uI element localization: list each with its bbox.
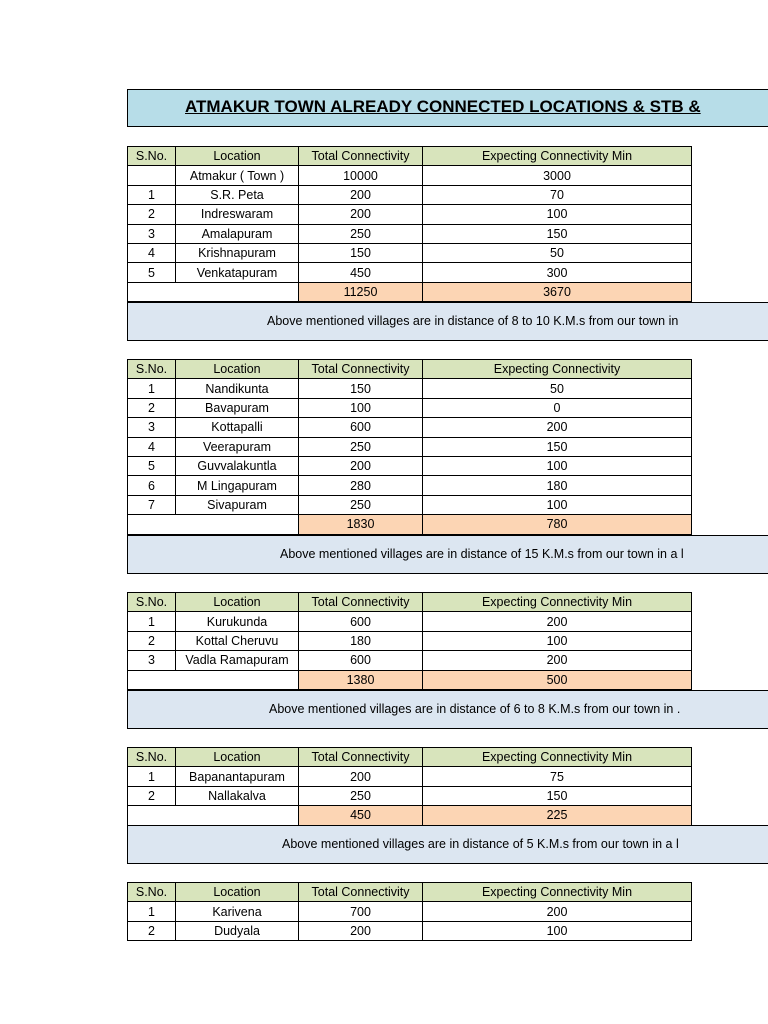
data-table-4 <box>127 747 692 826</box>
cell-total-connectivity: 200 <box>299 456 423 475</box>
cell-sno: 3 <box>128 418 176 437</box>
table-row <box>128 767 692 786</box>
cell-expecting-connectivity: 200 <box>423 418 692 437</box>
table-header-row <box>128 748 692 767</box>
table-row <box>128 224 692 243</box>
cell-total-connectivity: 200 <box>299 921 423 940</box>
table-header-row <box>128 360 692 379</box>
cell-sno: 7 <box>128 495 176 514</box>
header-location: Location <box>176 748 299 767</box>
cell-location: Krishnapuram <box>176 243 299 262</box>
cell-sno: 5 <box>128 456 176 475</box>
cell-expecting-connectivity: 75 <box>423 767 692 786</box>
cell-expecting-connectivity: 50 <box>423 379 692 398</box>
cell-total-connectivity: 280 <box>299 476 423 495</box>
table-row <box>128 185 692 204</box>
header-total-connectivity: Total Connectivity <box>299 883 423 902</box>
cell-location: Bapanantapuram <box>176 767 299 786</box>
cell-sno: 1 <box>128 767 176 786</box>
cell-total-connectivity: 700 <box>299 902 423 921</box>
table-row <box>128 166 692 185</box>
cell-expecting-connectivity: 50 <box>423 243 692 262</box>
cell-expecting-connectivity: 200 <box>423 612 692 631</box>
cell-expecting-connectivity: 200 <box>423 902 692 921</box>
header-total-connectivity: Total Connectivity <box>299 360 423 379</box>
total-connectivity-sum: 450 <box>299 806 423 825</box>
cell-total-connectivity: 100 <box>299 398 423 417</box>
cell-total-connectivity: 250 <box>299 437 423 456</box>
total-row <box>128 515 692 534</box>
cell-location: Sivapuram <box>176 495 299 514</box>
cell-total-connectivity: 600 <box>299 612 423 631</box>
table-row <box>128 921 692 940</box>
header-location: Location <box>176 147 299 166</box>
header-expecting-connectivity: Expecting Connectivity Min <box>423 748 692 767</box>
cell-location: Vadla Ramapuram <box>176 651 299 670</box>
total-row <box>128 670 692 689</box>
cell-sno: 3 <box>128 651 176 670</box>
cell-sno: 4 <box>128 243 176 262</box>
total-connectivity-sum: 1380 <box>299 670 423 689</box>
cell-expecting-connectivity: 100 <box>423 495 692 514</box>
distance-note-text: Above mentioned villages are in distance of 6 to 8 K.M.s from our town in . <box>269 702 681 716</box>
cell-location: Kurukunda <box>176 612 299 631</box>
cell-location: Venkatapuram <box>176 263 299 282</box>
cell-expecting-connectivity: 100 <box>423 456 692 475</box>
header-expecting-connectivity: Expecting Connectivity <box>423 360 692 379</box>
total-expecting-sum: 500 <box>423 670 692 689</box>
total-blank <box>176 282 299 301</box>
cell-expecting-connectivity: 200 <box>423 651 692 670</box>
distance-note-text: Above mentioned villages are in distance of 5 K.M.s from our town in a l <box>282 837 679 851</box>
total-blank <box>128 282 176 301</box>
cell-sno <box>128 166 176 185</box>
cell-location: Indreswaram <box>176 205 299 224</box>
total-blank <box>176 670 299 689</box>
distance-note-box <box>127 302 768 341</box>
table-row <box>128 418 692 437</box>
header-sno: S.No. <box>128 748 176 767</box>
header-location: Location <box>176 360 299 379</box>
header-expecting-connectivity: Expecting Connectivity Min <box>423 593 692 612</box>
table-row <box>128 495 692 514</box>
cell-location: Amalapuram <box>176 224 299 243</box>
header-total-connectivity: Total Connectivity <box>299 748 423 767</box>
title-banner <box>127 89 768 127</box>
cell-expecting-connectivity: 150 <box>423 437 692 456</box>
total-blank <box>176 515 299 534</box>
cell-location: M Lingapuram <box>176 476 299 495</box>
header-expecting-connectivity: Expecting Connectivity Min <box>423 883 692 902</box>
distance-note-box <box>127 825 768 864</box>
cell-total-connectivity: 200 <box>299 185 423 204</box>
cell-location: Veerapuram <box>176 437 299 456</box>
distance-note-text: Above mentioned villages are in distance of 8 to 10 K.M.s from our town in <box>267 314 679 328</box>
distance-note-box <box>127 535 768 574</box>
cell-sno: 2 <box>128 205 176 224</box>
cell-sno: 1 <box>128 379 176 398</box>
cell-sno: 5 <box>128 263 176 282</box>
cell-location: Guvvalakuntla <box>176 456 299 475</box>
table-row <box>128 263 692 282</box>
cell-sno: 2 <box>128 631 176 650</box>
cell-expecting-connectivity: 300 <box>423 263 692 282</box>
cell-sno: 1 <box>128 185 176 204</box>
table-row <box>128 476 692 495</box>
cell-location: Nandikunta <box>176 379 299 398</box>
cell-total-connectivity: 150 <box>299 379 423 398</box>
header-sno: S.No. <box>128 147 176 166</box>
total-row <box>128 282 692 301</box>
total-expecting-sum: 780 <box>423 515 692 534</box>
total-expecting-sum: 225 <box>423 806 692 825</box>
header-sno: S.No. <box>128 593 176 612</box>
data-table-1 <box>127 146 692 302</box>
cell-sno: 3 <box>128 224 176 243</box>
header-total-connectivity: Total Connectivity <box>299 147 423 166</box>
header-location: Location <box>176 883 299 902</box>
data-table-3 <box>127 592 692 690</box>
distance-note-box <box>127 690 768 729</box>
cell-location: Nallakalva <box>176 786 299 805</box>
cell-location: S.R. Peta <box>176 185 299 204</box>
cell-total-connectivity: 600 <box>299 418 423 437</box>
cell-sno: 2 <box>128 786 176 805</box>
header-sno: S.No. <box>128 360 176 379</box>
cell-total-connectivity: 150 <box>299 243 423 262</box>
header-sno: S.No. <box>128 883 176 902</box>
total-expecting-sum: 3670 <box>423 282 692 301</box>
table-row <box>128 243 692 262</box>
cell-location: Karivena <box>176 902 299 921</box>
header-expecting-connectivity: Expecting Connectivity Min <box>423 147 692 166</box>
cell-total-connectivity: 180 <box>299 631 423 650</box>
table-header-row <box>128 883 692 902</box>
cell-expecting-connectivity: 150 <box>423 786 692 805</box>
data-table-5 <box>127 882 692 941</box>
cell-sno: 2 <box>128 921 176 940</box>
cell-location: Atmakur ( Town ) <box>176 166 299 185</box>
cell-expecting-connectivity: 150 <box>423 224 692 243</box>
table-row <box>128 612 692 631</box>
cell-expecting-connectivity: 100 <box>423 205 692 224</box>
cell-expecting-connectivity: 180 <box>423 476 692 495</box>
cell-total-connectivity: 250 <box>299 224 423 243</box>
cell-total-connectivity: 250 <box>299 786 423 805</box>
total-blank <box>128 515 176 534</box>
cell-location: Kottal Cheruvu <box>176 631 299 650</box>
header-total-connectivity: Total Connectivity <box>299 593 423 612</box>
cell-sno: 2 <box>128 398 176 417</box>
table-row <box>128 379 692 398</box>
cell-total-connectivity: 250 <box>299 495 423 514</box>
cell-expecting-connectivity: 0 <box>423 398 692 417</box>
table-row <box>128 456 692 475</box>
distance-note-text: Above mentioned villages are in distance of 15 K.M.s from our town in a l <box>280 547 684 561</box>
cell-location: Kottapalli <box>176 418 299 437</box>
total-row <box>128 806 692 825</box>
cell-location: Dudyala <box>176 921 299 940</box>
cell-sno: 4 <box>128 437 176 456</box>
table-row <box>128 651 692 670</box>
cell-total-connectivity: 200 <box>299 205 423 224</box>
cell-sno: 1 <box>128 902 176 921</box>
total-blank <box>128 670 176 689</box>
cell-sno: 6 <box>128 476 176 495</box>
cell-total-connectivity: 10000 <box>299 166 423 185</box>
table-row <box>128 437 692 456</box>
table-row <box>128 786 692 805</box>
table-header-row <box>128 147 692 166</box>
table-row <box>128 631 692 650</box>
page-title: ATMAKUR TOWN ALREADY CONNECTED LOCATIONS & STB & <box>185 97 701 116</box>
cell-expecting-connectivity: 100 <box>423 631 692 650</box>
cell-location: Bavapuram <box>176 398 299 417</box>
total-blank <box>176 806 299 825</box>
table-row <box>128 205 692 224</box>
cell-total-connectivity: 200 <box>299 767 423 786</box>
cell-expecting-connectivity: 70 <box>423 185 692 204</box>
cell-total-connectivity: 450 <box>299 263 423 282</box>
cell-sno: 1 <box>128 612 176 631</box>
table-header-row <box>128 593 692 612</box>
total-connectivity-sum: 11250 <box>299 282 423 301</box>
table-row <box>128 902 692 921</box>
header-location: Location <box>176 593 299 612</box>
table-row <box>128 398 692 417</box>
cell-expecting-connectivity: 3000 <box>423 166 692 185</box>
cell-total-connectivity: 600 <box>299 651 423 670</box>
total-blank <box>128 806 176 825</box>
cell-expecting-connectivity: 100 <box>423 921 692 940</box>
total-connectivity-sum: 1830 <box>299 515 423 534</box>
data-table-2 <box>127 359 692 535</box>
